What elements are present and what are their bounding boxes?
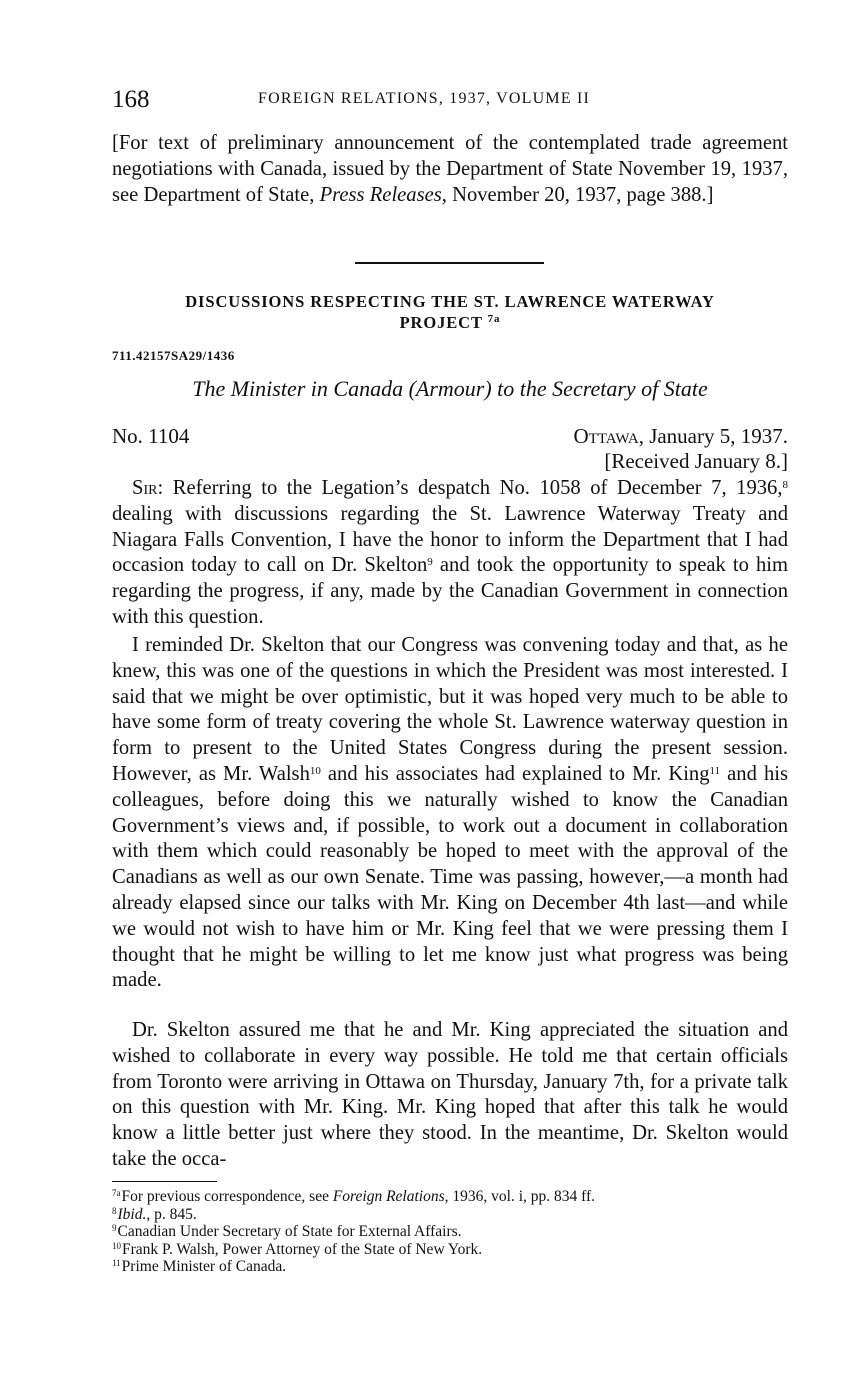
footnote [112, 1188, 788, 1206]
document-number: No. 1104 [112, 424, 190, 448]
footnote-text: Prime Minister of Canada. [121, 1258, 287, 1275]
heading-part: Armour [415, 376, 485, 401]
paragraph-text: and his colleagues, before doing this we naturally wished to know the Canadian Government’s views and, if possible, to work out a document in collaboration with them which could reasonably be hoped to meet with the approval of the Canadians as well as our own Senate. Time was passing, however,—a month had already elapsed since our talks with Mr. King on December 4th last—and while we would not wish to have him or Mr. King feel that we were pressing them I thought that he might be willing to let me know just what progress was being made. [112, 762, 788, 992]
footnote [112, 1241, 788, 1259]
heading-part: ) to the Secretary of State [484, 376, 708, 401]
footnote-text: , p. 845. [146, 1205, 197, 1223]
footnote-ref: 11 [709, 764, 721, 777]
section-title-line2: PROJECT [399, 313, 483, 332]
paragraph-text: I reminded Dr. Skelton that our Congress was convening today and that, as he knew, this was one of the questions in which the President was most interested. I said that we might be over optimistic, but it was hoped very much to be able to have some form of treaty covering the whole St. Lawrence waterway question in form to present to the United States Congress during the present session. However, as Mr. Walsh [112, 634, 788, 785]
note-text: [For text of preliminary announcement of the contemplated trade agreement negotiations with Canada, issued by the Department of State November 19, 1937, see Department of State, [112, 132, 788, 206]
section-title-line1: DISCUSSIONS RESPECTING THE ST. LAWRENCE WATERWAY [185, 292, 715, 311]
section-title [112, 291, 788, 333]
section-divider [355, 262, 544, 264]
footnote-mark: 8 [112, 1205, 117, 1216]
body-paragraph [112, 633, 788, 994]
footnote-text: , 1936, vol. i, pp. 834 ff. [444, 1188, 596, 1205]
footnote-ref: 10 [309, 764, 321, 777]
body-paragraph: Dr. Skelton assured me that he and Mr. King appreciated the situation and wished to collaborate in every way possible. He told me that certain officials from Toronto were arriving in Ottawa on Thursday, January 7th, for a private talk on this question with Mr. King. Mr. King hoped that after this talk he would know a little better just where they stood. In the meantime, Dr. Skelton would take the occa- [112, 1019, 788, 1170]
footnote-mark: 7a [112, 1188, 121, 1198]
dateline-date: , January 5, 1937. [638, 424, 788, 448]
salutation: Sir [132, 477, 158, 499]
footnote [112, 1223, 788, 1241]
received-date: [Received January 8.] [604, 449, 788, 473]
footnote-text: Frank P. Walsh, Power Attorney of the State of New York. [122, 1240, 483, 1258]
footnotes [112, 1188, 788, 1276]
footnote-ref: 9 [427, 556, 433, 569]
footnote [112, 1206, 788, 1224]
document-heading [112, 376, 788, 402]
footnote-divider [112, 1181, 217, 1182]
footnote-ref: 7a [487, 313, 501, 325]
paragraph-text: and his associates had explained to Mr. King [320, 762, 710, 785]
footnote-mark: 9 [112, 1223, 117, 1233]
footnote-text: For previous correspondence, see [121, 1188, 333, 1205]
paragraph-text: dealing with discussions regarding the St. Lawrence Waterway Treaty and Niagara Falls Convention, I have the honor to inform the Department that I had occasion today to call on Dr. Skelton [112, 502, 788, 577]
footnote-mark: 11 [112, 1258, 121, 1268]
heading-part: The Minister in Canada ( [192, 376, 416, 401]
dateline [573, 424, 788, 449]
footnote-italic: Ibid. [117, 1205, 147, 1223]
page-number: 168 [112, 86, 150, 113]
footnote-ref: 8 [782, 479, 788, 491]
note-italic: Press Releases [319, 183, 442, 206]
footnote-text: Canadian Under Secretary of State for External Affairs. [117, 1223, 462, 1240]
running-title: FOREIGN RELATIONS, 1937, VOLUME II [258, 90, 591, 107]
footnote-mark: 10 [112, 1240, 121, 1251]
paragraph-text: : Referring to the Legation’s despatch No. 1058 of December 7, 1936, [157, 477, 783, 499]
paragraph-text: and took the opportunity to speak to him regarding the progress, if any, made by the Canadian Government in connection with this question. [112, 554, 788, 628]
note-text-end: , November 20, 1937, page 388.] [441, 183, 714, 206]
file-reference: 711.42157SA29/1436 [112, 348, 235, 363]
footnote-italic: Foreign Relations [332, 1188, 445, 1205]
editorial-note [112, 131, 788, 208]
dateline-place: Ottawa [573, 424, 639, 448]
body-paragraph [112, 476, 788, 631]
footnote [112, 1258, 788, 1276]
